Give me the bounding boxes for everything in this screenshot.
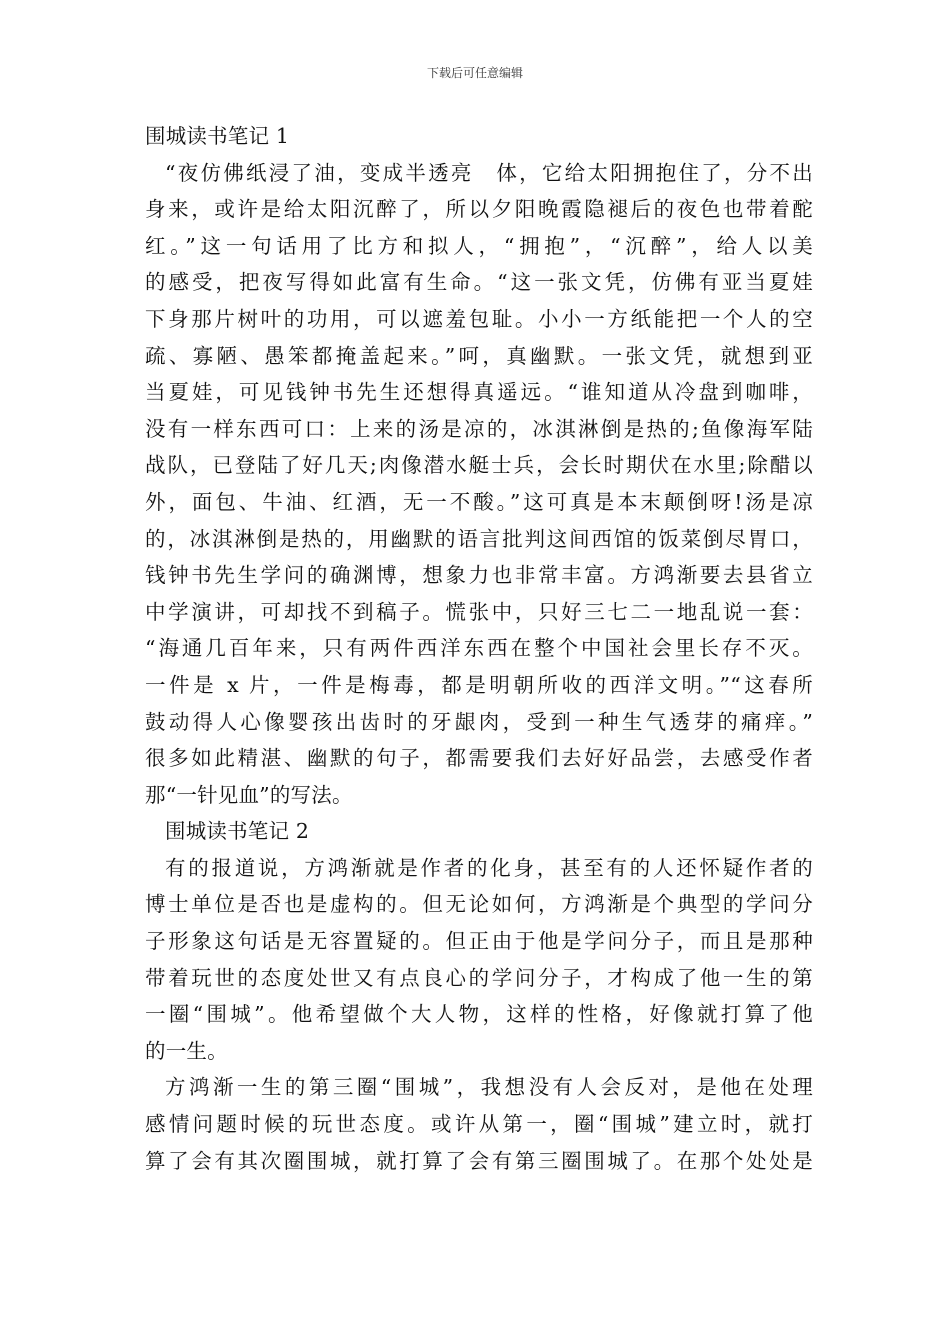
text-line: 疏、寡陋、愚笨都掩盖起来。”呵，真幽默。一张文凭，就想到亚 (145, 343, 813, 368)
section-heading: 围城读书笔记 2 (165, 819, 310, 844)
text-line: “夜仿佛纸浸了油，变成半透亮 体，它给太阳拥抱住了，分不出 (165, 160, 813, 185)
text-line: 钱钟书先生学问的确渊博，想象力也非常丰富。方鸿渐要去县省立 (145, 563, 813, 588)
text-line: 下身那片树叶的功用，可以遮羞包耻。小小一方纸能把一个人的空 (145, 306, 813, 331)
text-line: 子形象这句话是无容置疑的。但正由于他是学问分子，而且是那种 (145, 929, 813, 954)
text-line: 的，冰淇淋倒是热的，用幽默的语言批判这间西馆的饭菜倒尽胃口， (145, 526, 813, 551)
text-line: 方鸿渐一生的第三圈“围城”，我想没有人会反对，是他在处理 (165, 1075, 813, 1100)
text-line: 带着玩世的态度处世又有点良心的学问分子，才构成了他一生的第 (145, 965, 813, 990)
text-line: 算了会有其次圈围城，就打算了会有第三圈围城了。在那个处处是 (145, 1148, 813, 1173)
text-line: “海通几百年来，只有两件西洋东西在整个中国社会里长存不灭。 (145, 636, 813, 661)
text-line: 一件是 x 片，一件是梅毒，都是明朝所收的西洋文明。”“这春所 (145, 672, 813, 697)
text-line: 身来，或许是给太阳沉醉了，所以夕阳晚霞隐褪后的夜色也带着酡 (145, 197, 813, 222)
text-line: 博士单位是否也是虚构的。但无论如何，方鸿渐是个典型的学问分 (145, 892, 813, 917)
text-line: 的一生。 (145, 1038, 228, 1063)
document-body (145, 118, 813, 1179)
text-line: 感情问题时候的玩世态度。或许从第一，圈“围城”建立时，就打 (145, 1112, 813, 1137)
text-line: 中学演讲，可却找不到稿子。慌张中，只好三七二一地乱说一套： (145, 599, 813, 624)
text-line: 战队，已登陆了好几天;肉像潜水艇士兵，会长时期伏在水里;除醋以 (145, 453, 813, 478)
text-line: 当夏娃，可见钱钟书先生还想得真遥远。“谁知道从冷盘到咖啡， (145, 380, 813, 405)
text-line: 红。”这一句话用了比方和拟人，“拥抱”，“沉醉”，给人以美 (145, 233, 813, 258)
text-line: 没有一样东西可口：上来的汤是凉的，冰淇淋倒是热的;鱼像海军陆 (145, 416, 813, 441)
text-line: 鼓动得人心像婴孩出齿时的牙龈肉，受到一种生气透芽的痛痒。” (145, 709, 813, 734)
text-line: 一圈“围城”。他希望做个大人物，这样的性格，好像就打算了他 (145, 1002, 813, 1027)
text-line: 外，面包、牛油、红酒，无一不酸。”这可真是本末颠倒呀!汤是凉 (145, 489, 813, 514)
text-line: 那“一针见血”的写法。 (145, 782, 353, 807)
running-header: 下载后可任意编辑 (426, 66, 523, 80)
text-line: 的感受，把夜写得如此富有生命。“这一张文凭，仿佛有亚当夏娃 (145, 270, 813, 295)
text-line: 很多如此精湛、幽默的句子，都需要我们去好好品尝，去感受作者 (145, 746, 813, 771)
text-line: 有的报道说，方鸿渐就是作者的化身，甚至有的人还怀疑作者的 (165, 855, 813, 880)
section-heading: 围城读书笔记 1 (145, 124, 290, 148)
